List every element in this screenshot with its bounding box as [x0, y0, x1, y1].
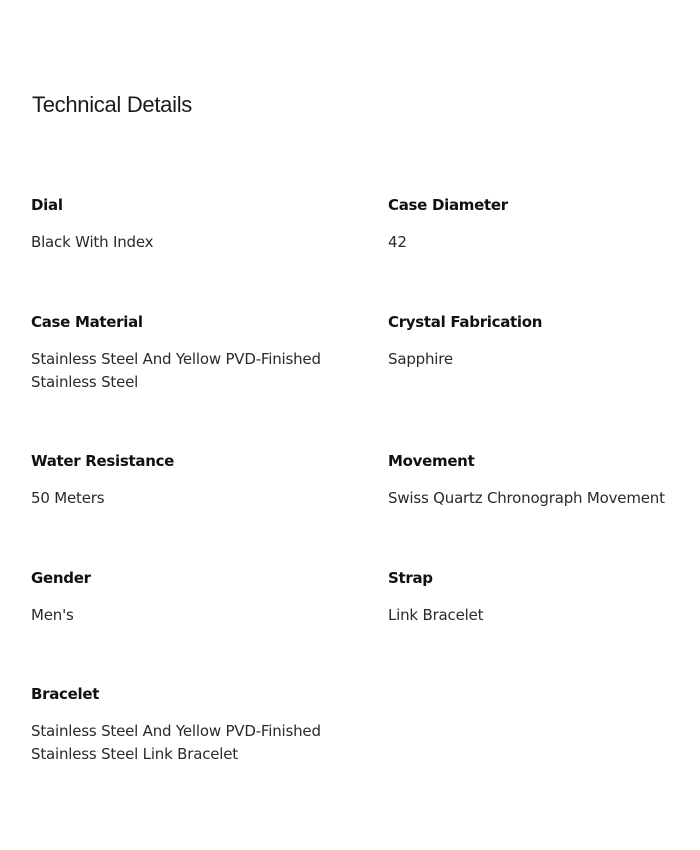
- spec-value: 50 Meters: [31, 489, 105, 507]
- spec-value: Sapphire: [388, 350, 453, 368]
- spec-label: Case Material: [31, 313, 143, 331]
- spec-movement: [388, 451, 700, 510]
- spec-crystal-fabrication: [388, 312, 700, 371]
- spec-label: Water Resistance: [31, 452, 175, 470]
- spec-label: Case Diameter: [388, 196, 508, 214]
- section-title: Technical Details: [32, 92, 192, 117]
- spec-label: Dial: [31, 196, 63, 214]
- spec-water-resistance: [31, 451, 361, 510]
- spec-label: Strap: [388, 569, 433, 587]
- spec-label: Bracelet: [31, 685, 100, 703]
- spec-value: Black With Index: [31, 233, 154, 251]
- spec-value: Stainless Steel And Yellow PVD-Finished Stainless Steel: [31, 350, 321, 391]
- spec-dial: [31, 195, 361, 254]
- spec-label: Gender: [31, 569, 91, 587]
- spec-label: Movement: [388, 452, 475, 470]
- spec-bracelet: [31, 684, 361, 766]
- spec-gender: [31, 568, 361, 627]
- spec-strap: [388, 568, 700, 627]
- spec-value: Stainless Steel And Yellow PVD-Finished Stainless Steel Link Bracelet: [31, 722, 321, 763]
- spec-value: Swiss Quartz Chronograph Movement: [388, 489, 665, 507]
- spec-value: Men's: [31, 606, 74, 624]
- spec-case-material: [31, 312, 361, 394]
- spec-case-diameter: [388, 195, 700, 254]
- spec-value: 42: [388, 233, 407, 251]
- spec-label: Crystal Fabrication: [388, 313, 543, 331]
- spec-value: Link Bracelet: [388, 606, 484, 624]
